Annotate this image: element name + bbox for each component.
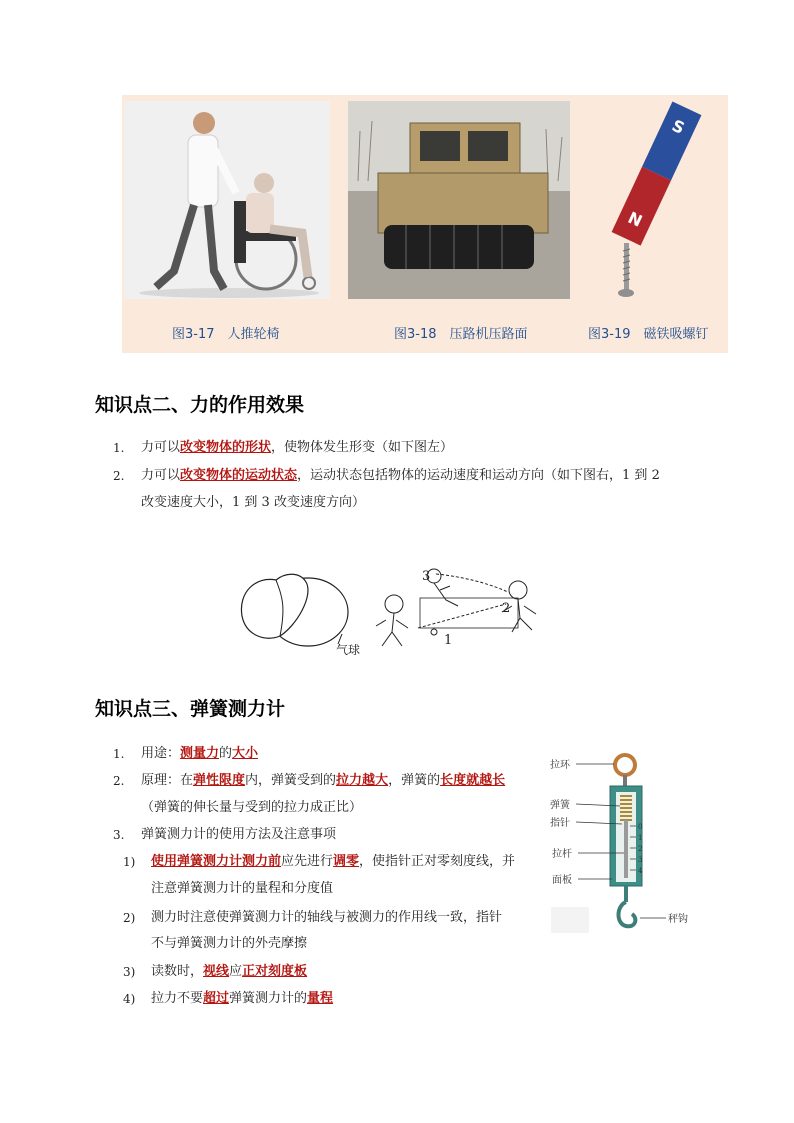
ring-label: 拉环 bbox=[550, 760, 570, 771]
section-title-force-effects: 知识点二、力的作用效果 bbox=[95, 394, 305, 416]
magnet-photo bbox=[592, 101, 722, 299]
position-1-label: 1 bbox=[444, 633, 453, 648]
figure-panel bbox=[122, 95, 728, 353]
list-number: 1. bbox=[113, 441, 125, 455]
tick-label: 4 bbox=[638, 867, 643, 875]
tick-label: 0 bbox=[638, 823, 643, 831]
figure-caption-3-19: 图3-19 磁铁吸螺钉 bbox=[588, 327, 709, 342]
tick-label: 2 bbox=[638, 845, 643, 853]
item-text: 应 bbox=[229, 964, 243, 979]
key-term: 使用弹簧测力计测力前 bbox=[151, 854, 282, 869]
item-text: ，运动状态包括物体的运动速度和运动方向（如下图右，1 到 2 bbox=[297, 468, 660, 483]
wheelchair-photo bbox=[124, 101, 330, 299]
list-item-usage: 弹簧测力计的使用方法及注意事项 bbox=[141, 827, 337, 842]
item-text: 应先进行 bbox=[281, 854, 334, 869]
item-text: ，使指针正对零刻度线，并 bbox=[359, 854, 516, 869]
item-text: 原理：在 bbox=[141, 773, 194, 788]
key-term: 调零 bbox=[333, 854, 360, 869]
rod-label: 拉杆 bbox=[552, 849, 572, 860]
item-text: 拉力不要 bbox=[151, 991, 204, 1006]
section-title-spring-scale: 知识点三、弹簧测力计 bbox=[95, 698, 286, 720]
list-item-continuation: 改变速度大小，1 到 3 改变速度方向） bbox=[141, 495, 365, 510]
sublist-item-zero bbox=[151, 852, 515, 872]
key-term: 改变物体的形状 bbox=[180, 440, 272, 455]
item-text: ，使物体发生形变（如下图左） bbox=[271, 440, 454, 455]
list-item-purpose bbox=[141, 744, 258, 764]
sublist-item-continuation: 注意弹簧测力计的量程和分度值 bbox=[151, 881, 334, 896]
key-term: 超过 bbox=[203, 991, 230, 1006]
figure-caption-3-18: 图3-18 压路机压路面 bbox=[394, 327, 528, 342]
sublist-number: 3) bbox=[123, 965, 136, 979]
list-item-continuation: （弹簧的伸长量与受到的拉力成正比） bbox=[141, 800, 363, 815]
key-term: 正对刻度板 bbox=[242, 964, 308, 979]
key-term: 弹性限度 bbox=[193, 773, 246, 788]
key-term: 长度就越长 bbox=[440, 773, 506, 788]
item-text: 力可以 bbox=[141, 440, 181, 455]
key-term: 测量力 bbox=[180, 746, 220, 761]
position-3-label: 3 bbox=[422, 569, 431, 584]
list-number: 2. bbox=[113, 774, 125, 788]
key-term: 量程 bbox=[307, 991, 334, 1006]
sublist-item-continuation: 不与弹簧测力计的外壳摩擦 bbox=[151, 936, 308, 951]
list-item-principle bbox=[141, 771, 505, 791]
position-2-label: 2 bbox=[502, 601, 511, 616]
list-number: 2. bbox=[113, 469, 125, 483]
balloon-and-ball-illustration bbox=[236, 566, 566, 662]
key-term: 大小 bbox=[232, 746, 259, 761]
sublist-number: 1) bbox=[123, 855, 136, 869]
item-text: ，弹簧的 bbox=[388, 773, 441, 788]
pointer-label: 指针 bbox=[550, 818, 570, 829]
magnet-s-label: S bbox=[669, 115, 688, 138]
item-text: 的 bbox=[219, 746, 233, 761]
panel-label: 面板 bbox=[552, 875, 572, 886]
list-number: 3. bbox=[113, 828, 125, 842]
figure-caption-3-17: 图3-17 人推轮椅 bbox=[172, 327, 280, 342]
sublist-number: 2) bbox=[123, 911, 136, 925]
key-term: 改变物体的运动状态 bbox=[180, 468, 298, 483]
item-text: 读数时， bbox=[151, 964, 204, 979]
blank-patch bbox=[551, 907, 589, 933]
balloon-label: 气球 bbox=[336, 643, 361, 657]
key-term: 拉力越大 bbox=[336, 773, 389, 788]
road-roller-photo bbox=[348, 101, 570, 299]
item-text: 弹簧测力计的 bbox=[229, 991, 308, 1006]
item-text: 力可以 bbox=[141, 468, 181, 483]
sublist-item-range bbox=[151, 989, 333, 1009]
tick-label: 3 bbox=[638, 856, 643, 864]
item-text: 用途： bbox=[141, 746, 181, 761]
sublist-item-axis: 测力时注意使弹簧测力计的轴线与被测力的作用线一致，指针 bbox=[151, 910, 503, 925]
hook-label: 秤钩 bbox=[668, 914, 688, 925]
key-term: 视线 bbox=[203, 964, 230, 979]
item-text: 内，弹簧受到的 bbox=[245, 773, 337, 788]
magnet-n-label: N bbox=[625, 207, 646, 231]
list-item-shape bbox=[141, 438, 453, 458]
spring-label: 弹簧 bbox=[550, 800, 570, 811]
tick-label: 1 bbox=[638, 834, 643, 842]
sublist-item-reading bbox=[151, 962, 307, 982]
list-number: 1. bbox=[113, 747, 125, 761]
sublist-number: 4) bbox=[123, 992, 136, 1006]
list-item-motion bbox=[141, 466, 660, 486]
